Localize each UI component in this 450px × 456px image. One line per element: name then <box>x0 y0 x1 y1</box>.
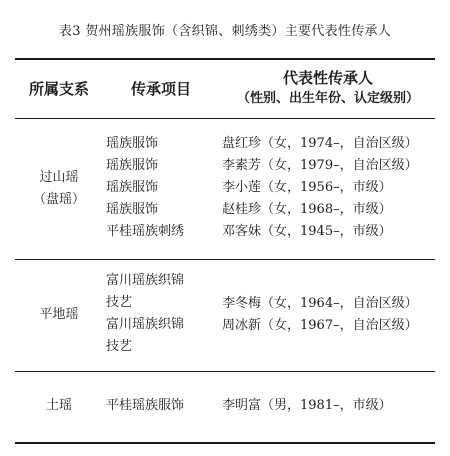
header-project: 传承项目 <box>130 80 191 98</box>
inheritor-line: 李小莲（女，1956–，市级） <box>222 180 392 195</box>
inheritor-line: 李冬梅（女，1964–，自治区级） <box>222 296 418 311</box>
branch-line: 平地瑶 <box>39 307 79 322</box>
branch-line: 过山瑶 <box>39 170 79 185</box>
project-line: 平桂瑶族服饰 <box>106 398 185 413</box>
inheritor-line: 邓客妹（女，1945–，市级） <box>222 224 392 239</box>
project-cell <box>106 133 216 243</box>
inheritor-cell <box>222 133 434 243</box>
inheritor-line: 赵桂珍（女，1968–，市级） <box>222 202 392 217</box>
inheritor-line: 周冰新（女，1967–，自治区级） <box>222 318 418 333</box>
project-line: 技艺 <box>106 339 133 354</box>
inheritor-line: 盘红珍（女，1974–，自治区级） <box>222 136 418 151</box>
header-branch: 所属支系 <box>28 80 89 98</box>
table-caption: 表3 贺州瑶族服饰（含织锦、刺绣类）主要代表性传承人 <box>58 24 392 39</box>
project-line: 平桂瑶族刺绣 <box>106 224 185 239</box>
top-rule <box>15 58 435 60</box>
inheritor-line: 李素芳（女，1979–，自治区级） <box>222 158 418 173</box>
project-line: 技艺 <box>106 295 133 310</box>
row-divider-1 <box>15 259 435 260</box>
inheritor-line: 李明富（男，1981–，市级） <box>222 398 392 413</box>
row-divider-2 <box>15 371 435 372</box>
project-line: 瑶族服饰 <box>106 180 159 195</box>
project-line: 瑶族服饰 <box>106 158 159 173</box>
inheritor-cell <box>222 395 434 417</box>
branch-line: 土瑶 <box>45 398 72 413</box>
branch-cell-guoshanyao <box>15 167 103 211</box>
branch-cell-tuyao <box>15 395 103 417</box>
header-inheritor-subtitle: （性别、出生年份、认定级别） <box>236 91 419 106</box>
inheritor-cell <box>222 293 434 337</box>
branch-cell-pingdiyao <box>15 304 103 326</box>
header-rule <box>15 118 435 119</box>
branch-line: （盘瑶） <box>32 192 85 207</box>
project-line: 富川瑶族织锦 <box>106 317 185 332</box>
project-cell <box>106 270 216 358</box>
project-line: 瑶族服饰 <box>106 136 159 151</box>
header-inheritor-title: 代表性传承人 <box>282 69 373 87</box>
project-cell <box>106 395 216 417</box>
project-line: 瑶族服饰 <box>106 202 159 217</box>
bottom-rule <box>15 442 435 444</box>
project-line: 富川瑶族织锦 <box>106 273 185 288</box>
